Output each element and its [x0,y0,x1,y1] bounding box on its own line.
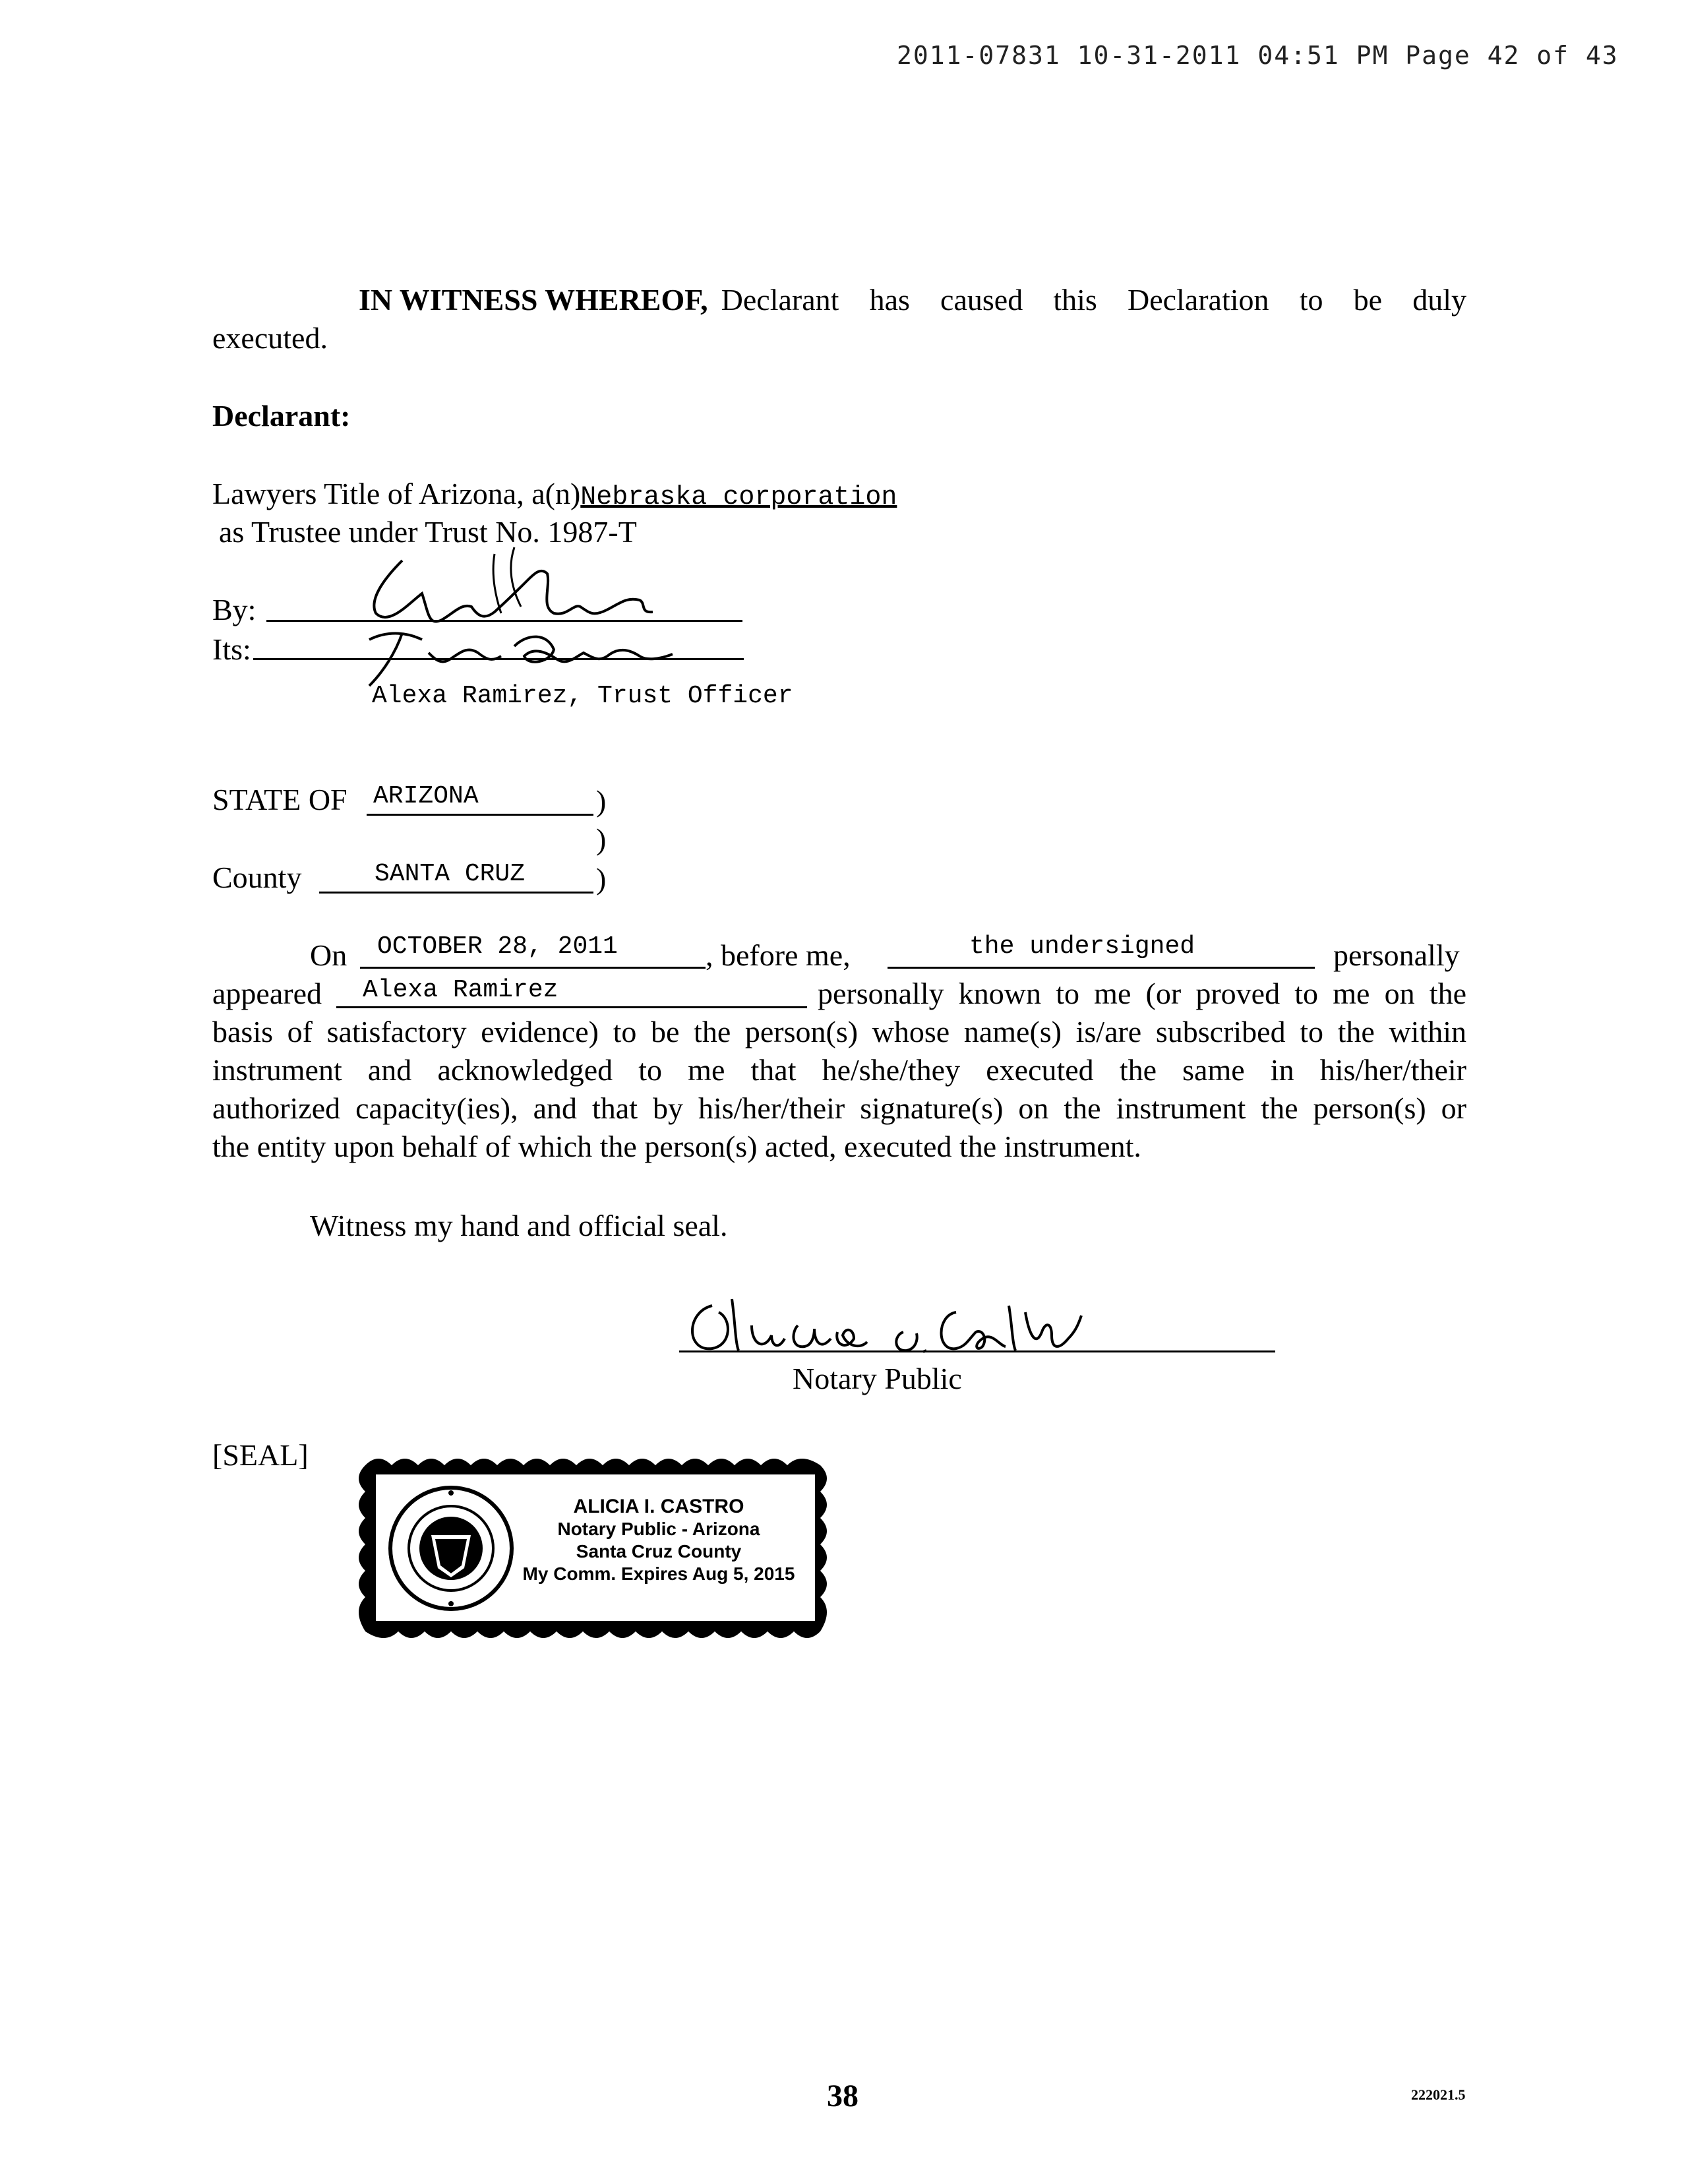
witness-line-2: executed. [212,321,328,355]
its-label: Its: [212,632,251,666]
seal-name: ALICIA I. CASTRO [573,1496,744,1517]
witness-line1-rest: Declarant has caused this Declaration to be duly [721,283,1466,317]
ack-date-value: OCTOBER 28, 2011 [377,932,618,961]
ack-line-4: instrument and acknowledged to me that he/she/they executed the same in his/her/their [212,1053,1466,1087]
ack-appeared-value: Alexa Ramirez [363,976,558,1004]
county-paren: ) [596,862,607,895]
ack-line-6: the entity upon behalf of which the person(s) acted, executed the instrument. [212,1130,1141,1163]
witness-lead: IN WITNESS WHEREOF, [359,283,708,317]
ack-body [212,1013,1466,1166]
seal-label: [SEAL] [212,1438,309,1472]
ack-officer-value: the undersigned [969,932,1195,961]
notary-label: Notary Public [793,1362,962,1395]
county-line [319,892,593,894]
declarant-heading: Declarant: [212,399,351,433]
state-line [367,814,593,816]
by-label: By: [212,593,256,626]
ack-appeared: appeared [212,977,322,1010]
county-label: County [212,861,302,894]
entity-prefix: Lawyers Title of Arizona, a(n) [212,477,581,510]
entity-fill: Nebraska corporation [580,483,897,512]
state-label: STATE OF [212,783,347,816]
ack-on-label: On [310,938,347,972]
witness-line-1 [359,281,1466,319]
state-paren: ) [596,784,607,818]
doc-code: 222021.5 [1411,2086,1466,2103]
county-value: SANTA CRUZ [375,860,526,888]
notary-signature-line [679,1350,1275,1352]
notary-seal-stamp [359,1452,833,1645]
notary-signature [673,1286,1121,1365]
ack-line-5: authorized capacity(ies), and that by his/her/their signature(s) on the instrument the person(s) or [212,1091,1466,1125]
seal-title: Notary Public - Arizona [557,1519,760,1539]
ack-before-me: , before me, [706,938,851,972]
recording-stamp: 2011-07831 10-31-2011 04:51 PM Page 42 of 43 [897,41,1619,70]
ack-line-3: basis of satisfactory evidence) to be the person(s) whose name(s) is/are subscribed to the within [212,1015,1466,1048]
declarant-entity-line [212,475,897,517]
trust-line: as Trustee under Trust No. 1987-T [219,515,637,549]
middle-paren: ) [596,822,607,856]
seal-county: Santa Cruz County [576,1541,742,1562]
page-number: 38 [827,2078,859,2113]
ack-date-line [360,967,706,969]
seal-expires: My Comm. Expires Aug 5, 2015 [522,1563,795,1584]
ack-line2-rest: personally known to me (or proved to me on the [818,977,1466,1010]
ack-officer-line [888,967,1315,969]
witness-hand: Witness my hand and official seal. [310,1209,728,1242]
ack-personally: personally [1333,938,1460,972]
state-value: ARIZONA [373,782,479,810]
trust-officer-signature [330,541,699,692]
seal-text-block [497,1496,820,1585]
ack-appeared-line [336,1006,807,1008]
signer-typed-name: Alexa Ramirez, Trust Officer [372,682,793,710]
